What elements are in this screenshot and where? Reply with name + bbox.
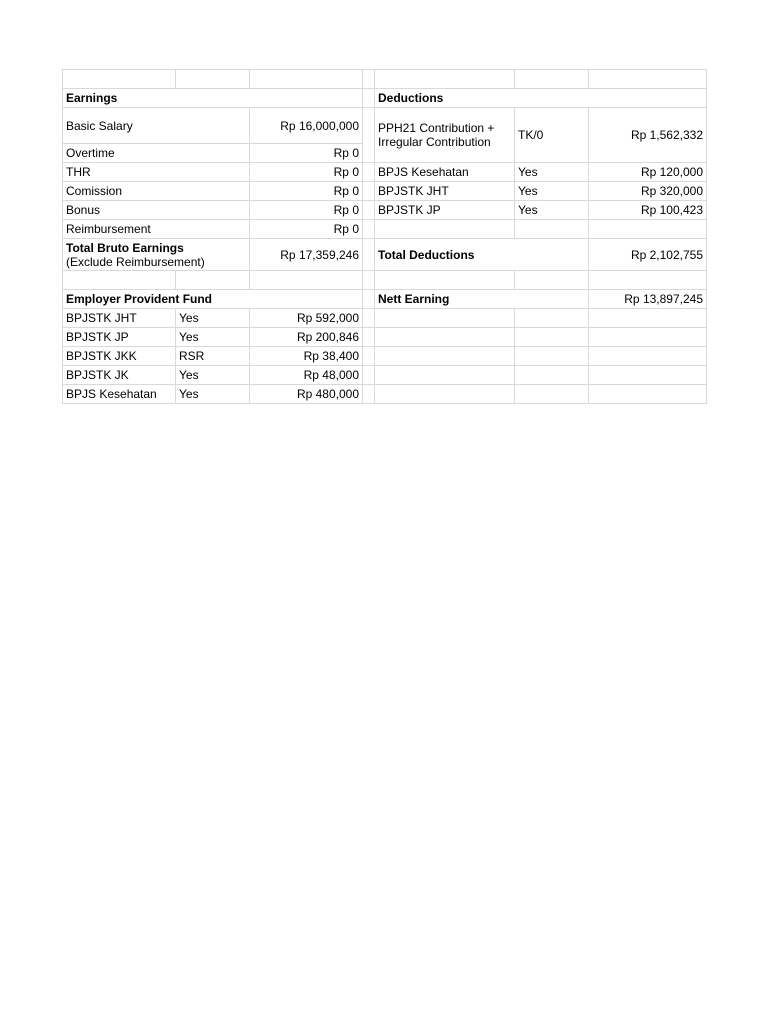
section-header-row bbox=[63, 290, 707, 309]
fund-status: Yes bbox=[176, 366, 250, 385]
earning-amount: Rp 0 bbox=[250, 163, 363, 182]
fund-label: BPJS Kesehatan bbox=[63, 385, 176, 404]
table-row bbox=[63, 163, 707, 182]
table-row bbox=[63, 328, 707, 347]
fund-label: BPJSTK JK bbox=[63, 366, 176, 385]
deductions-header: Deductions bbox=[375, 89, 707, 108]
nett-earning-label: Nett Earning bbox=[375, 290, 589, 309]
deduction-amount: Rp 320,000 bbox=[589, 182, 707, 201]
earning-label: Comission bbox=[63, 182, 250, 201]
payslip-table bbox=[62, 69, 707, 404]
total-bruto-amount: Rp 17,359,246 bbox=[250, 239, 363, 271]
deduction-status: Yes bbox=[515, 163, 589, 182]
deduction-label bbox=[375, 108, 515, 163]
earning-label: Bonus bbox=[63, 201, 250, 220]
totals-row bbox=[63, 239, 707, 271]
deduction-label: BPJSTK JP bbox=[375, 201, 515, 220]
deduction-amount: Rp 1,562,332 bbox=[589, 108, 707, 163]
table-row bbox=[63, 366, 707, 385]
deduction-status: Yes bbox=[515, 201, 589, 220]
table-row bbox=[63, 309, 707, 328]
earning-amount: Rp 0 bbox=[250, 144, 363, 163]
earning-amount: Rp 0 bbox=[250, 201, 363, 220]
blank-row bbox=[63, 70, 707, 89]
earning-label: THR bbox=[63, 163, 250, 182]
total-deductions-label: Total Deductions bbox=[375, 239, 589, 271]
earning-label: Reimbursement bbox=[63, 220, 250, 239]
earning-amount: Rp 0 bbox=[250, 220, 363, 239]
nett-earning-amount: Rp 13,897,245 bbox=[589, 290, 707, 309]
employer-fund-header: Employer Provident Fund bbox=[63, 290, 363, 309]
deduction-status: Yes bbox=[515, 182, 589, 201]
earning-amount: Rp 16,000,000 bbox=[250, 108, 363, 144]
table-row bbox=[63, 385, 707, 404]
fund-label: BPJSTK JKK bbox=[63, 347, 176, 366]
section-header-row bbox=[63, 89, 707, 108]
fund-amount: Rp 200,846 bbox=[250, 328, 363, 347]
total-bruto-title: Total Bruto Earnings bbox=[66, 240, 184, 255]
fund-status: RSR bbox=[176, 347, 250, 366]
fund-amount: Rp 38,400 bbox=[250, 347, 363, 366]
total-deductions-amount: Rp 2,102,755 bbox=[589, 239, 707, 271]
earning-label: Overtime bbox=[63, 144, 250, 163]
deduction-amount: Rp 120,000 bbox=[589, 163, 707, 182]
blank-row bbox=[63, 271, 707, 290]
fund-amount: Rp 48,000 bbox=[250, 366, 363, 385]
deduction-amount: Rp 100,423 bbox=[589, 201, 707, 220]
total-bruto-note: (Exclude Reimbursement) bbox=[66, 254, 205, 269]
table-row bbox=[63, 182, 707, 201]
deduction-label: BPJS Kesehatan bbox=[375, 163, 515, 182]
fund-status: Yes bbox=[176, 385, 250, 404]
fund-status: Yes bbox=[176, 328, 250, 347]
fund-label: BPJSTK JP bbox=[63, 328, 176, 347]
earning-amount: Rp 0 bbox=[250, 182, 363, 201]
earning-label: Basic Salary bbox=[63, 108, 250, 144]
fund-label: BPJSTK JHT bbox=[63, 309, 176, 328]
deduction-status: TK/0 bbox=[515, 108, 589, 163]
earnings-header: Earnings bbox=[63, 89, 363, 108]
deduction-label-line: Irregular Contribution bbox=[378, 135, 491, 149]
fund-amount: Rp 480,000 bbox=[250, 385, 363, 404]
table-row bbox=[63, 220, 707, 239]
fund-status: Yes bbox=[176, 309, 250, 328]
table-row bbox=[63, 108, 707, 144]
total-bruto-label bbox=[63, 239, 250, 271]
deduction-label: BPJSTK JHT bbox=[375, 182, 515, 201]
deduction-label-line: PPH21 Contribution + bbox=[378, 121, 495, 135]
table-row bbox=[63, 347, 707, 366]
table-row bbox=[63, 201, 707, 220]
fund-amount: Rp 592,000 bbox=[250, 309, 363, 328]
